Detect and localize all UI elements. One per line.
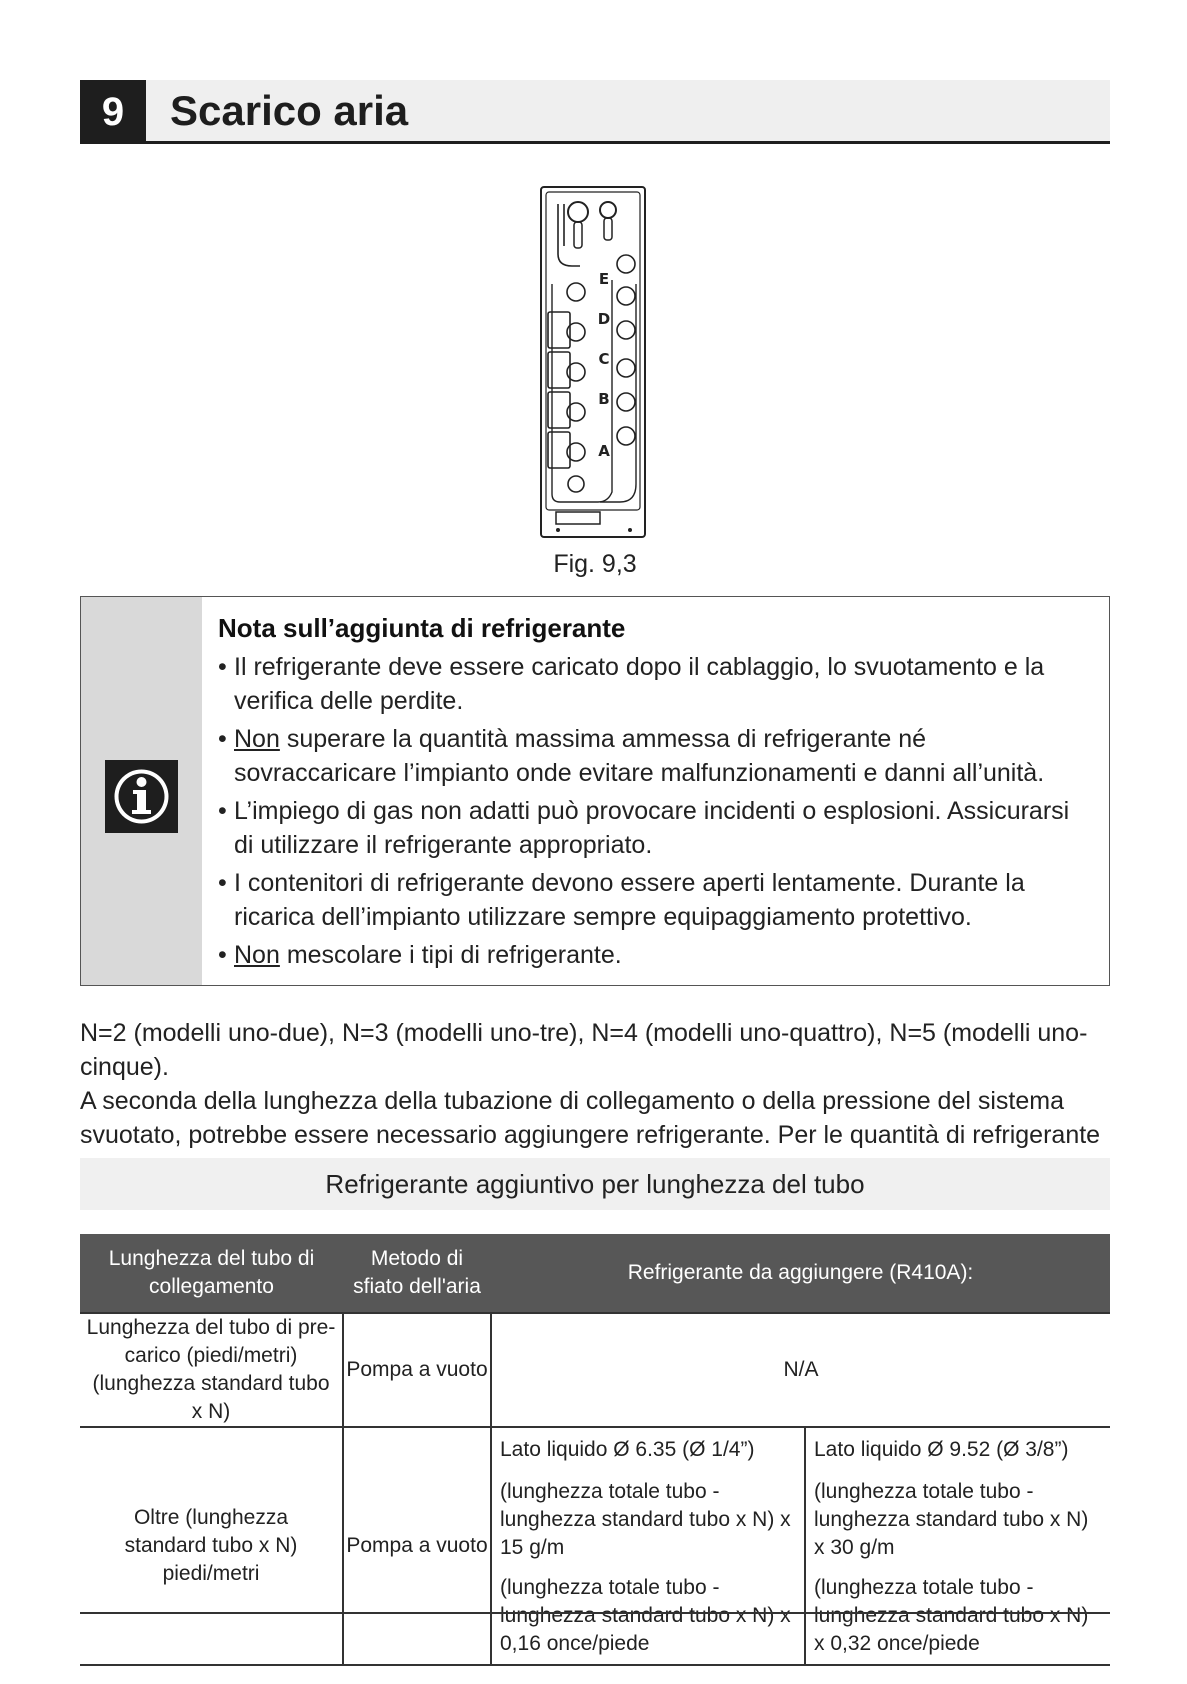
panel-outline xyxy=(541,187,645,537)
refrigerant-note-box xyxy=(80,596,1110,986)
note-emphasis: Non xyxy=(234,725,280,753)
left-valve-stack xyxy=(548,283,585,492)
port-label-d: D xyxy=(597,310,611,328)
header-refrigerant-to-add: Refrigerante da aggiungere (R410A): xyxy=(491,1234,1110,1313)
port-label-c: C xyxy=(598,350,610,368)
liquid-side-label: Lato liquido Ø 9.52 (Ø 3/8”) xyxy=(814,1438,1069,1461)
cell-method: Pompa a vuoto xyxy=(343,1313,491,1427)
note-list xyxy=(218,650,1085,972)
section-title: Scarico aria xyxy=(170,87,409,134)
header-pipe-length: Lunghezza del tubo di collegamento xyxy=(80,1234,343,1313)
nameplate xyxy=(556,512,600,524)
note-item: • Non mescolare i tipi di refrigerante. xyxy=(218,938,1085,972)
note-item: • Non superare la quantità massima ammessa di refrigerante né sovraccaricare l’impianto onde evitare malfunzionamenti e danni all’unità. xyxy=(218,722,1085,790)
note-sidebar xyxy=(81,597,202,985)
cell-liquid-side-large xyxy=(805,1427,1110,1665)
valve-panel-figure xyxy=(538,184,650,540)
port-label-b: B xyxy=(598,390,610,408)
info-icon xyxy=(105,760,178,833)
refrigerant-explanation: A seconda della lunghezza della tubazione di collegamento o della pressione del sistema svuotato, potrebbe essere necessario aggiungere refrigerante. Per le quantità di refrigerante xyxy=(80,1087,1101,1149)
table-header-row xyxy=(80,1234,1110,1313)
note-item: • Il refrigerante deve essere caricato dopo il cablaggio, lo svuotamento e la verifica delle perdite. xyxy=(218,650,1085,718)
section-number: 9 xyxy=(80,80,146,144)
cell-method: Pompa a vuoto xyxy=(343,1427,491,1665)
note-content xyxy=(218,613,1085,976)
section-header xyxy=(80,80,1110,144)
note-item: • I contenitori di refrigerante devono essere aperti lentamente. Durante la ricarica dell’impianto utilizzare sempre equipaggiamento protettivo. xyxy=(218,866,1085,934)
port-label-e: E xyxy=(598,270,610,288)
note-title: Nota sull’aggiunta di refrigerante xyxy=(218,613,626,643)
liquid-side-label: Lato liquido Ø 6.35 (Ø 1/4”) xyxy=(500,1438,755,1461)
port-label-a: A xyxy=(598,442,610,460)
cell-length: Lunghezza del tubo di pre-carico (piedi/metri) (lunghezza standard tubo x N) xyxy=(80,1313,343,1427)
model-count-line: N=2 (modelli uno-due), N=3 (modelli uno-tre), N=4 (modelli uno-quattro), N=5 (modelli uno-cinque). xyxy=(80,1019,1088,1081)
cell-value: N/A xyxy=(491,1313,1110,1427)
formula-imperial: (lunghezza totale tubo - lunghezza standard tubo x N) x 0,32 once/piede xyxy=(814,1576,1089,1655)
formula-metric: (lunghezza totale tubo - lunghezza standard tubo x N) x 30 g/m xyxy=(814,1480,1089,1559)
table-row xyxy=(80,1313,1110,1427)
figure-caption: Fig. 9,3 xyxy=(553,550,637,578)
cell-length: Oltre (lunghezza standard tubo x N) piedi/metri xyxy=(80,1427,343,1665)
table-title: Refrigerante aggiuntivo per lunghezza del tubo xyxy=(80,1158,1110,1210)
table-end-rule xyxy=(80,1612,1110,1614)
note-emphasis: Non xyxy=(234,941,280,969)
note-item: • L’impiego di gas non adatti può provocare incidenti o esplosioni. Assicurarsi di utilizzare il refrigerante appropriato. xyxy=(218,794,1085,862)
refrigerant-table xyxy=(80,1234,1110,1666)
header-air-purge-method: Metodo di sfiato dell'aria xyxy=(343,1234,491,1313)
formula-imperial: (lunghezza totale tubo - lunghezza standard tubo x N) x 0,16 once/piede xyxy=(500,1576,791,1655)
table-row xyxy=(80,1427,1110,1665)
formula-metric: (lunghezza totale tubo - lunghezza standard tubo x N) x 15 g/m xyxy=(500,1480,791,1559)
right-valve-stack xyxy=(617,255,635,445)
cell-liquid-side-small xyxy=(491,1427,805,1665)
